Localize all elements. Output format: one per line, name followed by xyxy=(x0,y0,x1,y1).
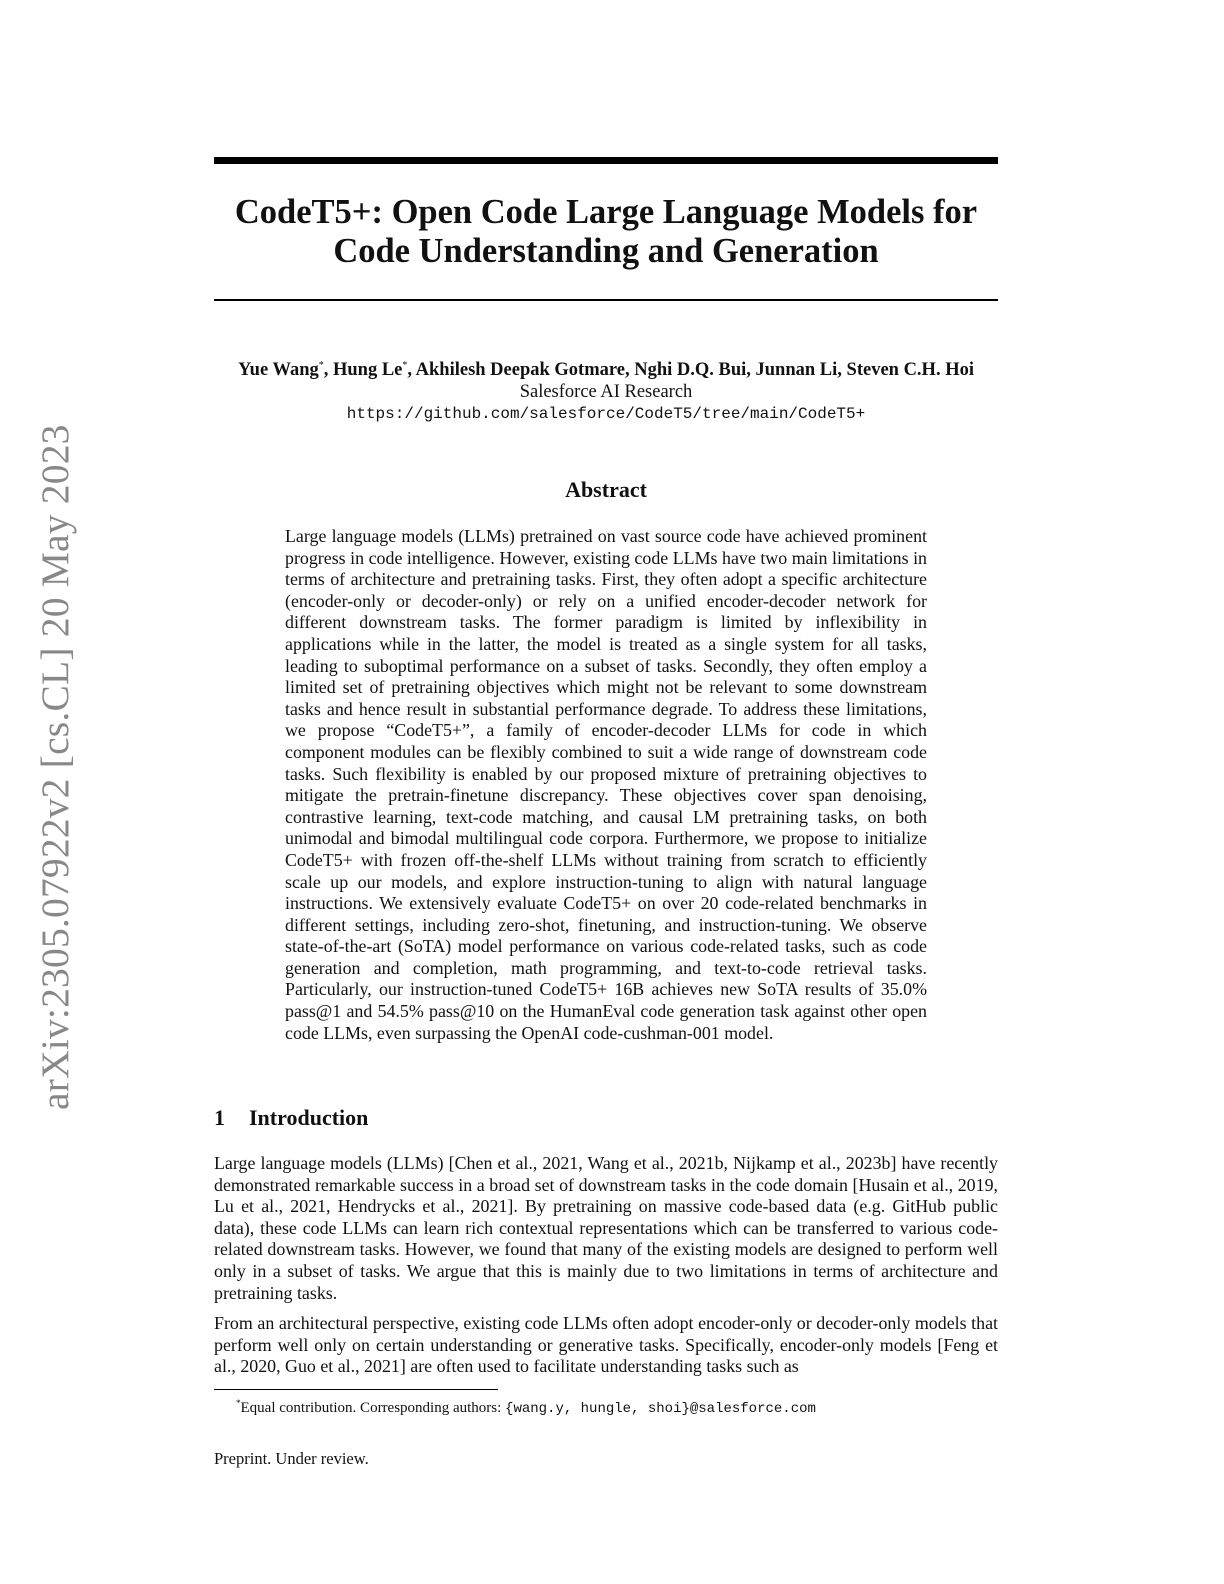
paper-title xyxy=(214,193,998,271)
paragraph: Large language models (LLMs) [Chen et al., 2021, Wang et al., 2021b, Nijkamp et al., 2023b] have recently demonstrated remarkable success in a broad set of downstream tasks in the code domain [Husain et al., 2019, Lu et al., 2021, Hendrycks et al., 2021]. By pretraining on massive code-based data (e.g. GitHub public data), these code LLMs can learn rich contextual representations which can be transferred to various code-related downstream tasks. However, we found that many of the existing models are designed to perform well only in a subset of tasks. We argue that this is mainly due to two limitations in terms of architecture and pretraining tasks. xyxy=(214,1153,998,1303)
abstract-text: Large language models (LLMs) pretrained on vast source code have achieved prominent progress in code intelligence. However, existing code LLMs have two main limitations in terms of architecture and pretraining tasks. First, they often adopt a specific architecture (encoder-only or decoder-only) or rely on a unified encoder-decoder network for different downstream tasks. The former paradigm is limited by inflexibility in applications while in the latter, the model is treated as a single system for all tasks, leading to suboptimal performance on a subset of tasks. Secondly, they often employ a limited set of pretraining objectives which might not be relevant to some downstream tasks and hence result in substantial performance degrade. To address these limitations, we propose “CodeT5+”, a family of encoder-decoder LLMs for code in which component modules can be flexibly combined to suit a wide range of downstream code tasks. Such flexibility is enabled by our proposed mixture of pretraining objectives to mitigate the pretrain-finetune discrepancy. These objectives cover span denoising, contrastive learning, text-code matching, and causal LM pretraining tasks, on both unimodal and bimodal multilingual code corpora. Furthermore, we propose to initialize CodeT5+ with frozen off-the-shelf LLMs without training from scratch to efficiently scale up our models, and explore instruction-tuning to align with natural language instructions. We extensively evaluate CodeT5+ on over 20 code-related benchmarks in different settings, including zero-shot, finetuning, and instruction-tuning. We observe state-of-the-art (SoTA) model performance on various code-related tasks, such as code generation and completion, math programming, and text-to-code retrieval tasks. Particularly, our instruction-tuned CodeT5+ 16B achieves new SoTA results of 35.0% pass@1 and 54.5% pass@10 on the HumanEval code generation task against other open code LLMs, even surpassing the OpenAI code-cushman-001 model. xyxy=(285,526,927,1043)
title-bottom-rule xyxy=(214,299,998,301)
code-url-link[interactable]: https://github.com/salesforce/CodeT5/tree/main/CodeT5+ xyxy=(346,405,866,424)
equal-contribution-mark: * xyxy=(402,360,408,371)
title-line: Code Understanding and Generation xyxy=(333,232,879,270)
section-number: 1 xyxy=(214,1105,225,1130)
equal-contribution-mark: * xyxy=(318,360,324,371)
title-line: CodeT5+: Open Code Large Language Models for xyxy=(234,193,978,231)
footnote-emails: {wang.y, hungle, shoi}@salesforce.com xyxy=(505,1401,816,1417)
footnote-mark: * xyxy=(236,1398,241,1408)
author-names-rest: , Akhilesh Deepak Gotmare, Nghi D.Q. Bui, Junnan Li, Steven C.H. Hoi xyxy=(407,360,974,381)
title-top-rule xyxy=(214,157,998,164)
footnote-rule xyxy=(214,1389,498,1390)
paragraph: From an architectural perspective, existing code LLMs often adopt encoder-only or decoder-only models that perform well only on certain understanding or generative tasks. Specifically, encoder-only models [Feng et al., 2020, Guo et al., 2021] are often used to facilitate understanding tasks such as xyxy=(214,1313,998,1377)
author-name: Yue Wang xyxy=(238,360,319,381)
abstract-heading: Abstract xyxy=(565,477,647,502)
author-block xyxy=(214,355,998,425)
section-heading-introduction xyxy=(214,1104,998,1132)
section-title: Introduction xyxy=(249,1105,369,1130)
footnote-text: Equal contribution. Corresponding authors: xyxy=(240,1400,506,1416)
author-names xyxy=(214,355,998,381)
preprint-notice: Preprint. Under review. xyxy=(214,1449,369,1468)
footnote xyxy=(236,1393,996,1419)
introduction-body xyxy=(214,1153,998,1387)
arxiv-side-stamp: arXiv:2305.07922v2 [cs.CL] 20 May 2023 xyxy=(33,424,77,1110)
affiliation: Salesforce AI Research xyxy=(519,382,693,403)
author-name: , Hung Le xyxy=(323,360,403,381)
